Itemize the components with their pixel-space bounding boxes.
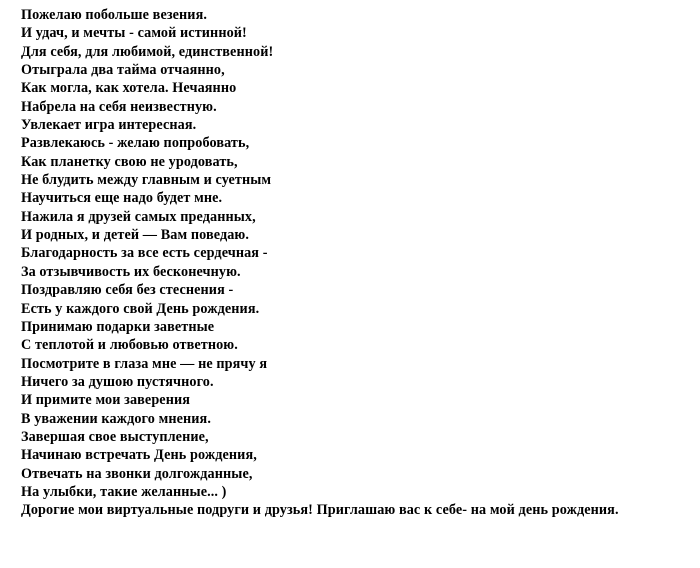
poem-line: Есть у каждого свой День рождения. [21,300,260,317]
poem-line: Посмотрите в глаза мне — не прячу я [21,355,268,372]
poem-line: Отыграла два тайма отчаянно, [21,62,225,79]
poem-line: С теплотой и любовью ответною. [21,337,238,354]
poem-line: В уважении каждого мнения. [21,410,211,427]
invitation-line: Дорогие мои виртуальные подруги и друзья! Приглашаю вас к себе- на мой день рождения. [21,502,619,519]
poem-line: Начинаю встречать День рождения, [21,447,257,464]
poem-line: Принимаю подарки заветные [21,318,215,335]
poem-line: Ничего за душою пустячного. [21,373,214,390]
poem-line: Нажила я друзей самых преданных, [21,208,256,225]
poem-line: Развлекаюсь - желаю попробовать, [21,135,250,152]
poem-line: Благодарность за все есть сердечная - [21,245,268,262]
poem-line: И примите мои заверения [21,392,191,409]
poem-line: Научиться еще надо будет мне. [21,190,223,207]
poem-line: Как планетку свою не уродовать, [21,153,238,170]
poem-line: И родных, и детей — Вам поведаю. [21,227,250,244]
poem-text [21,6,691,520]
poem-line: И удач, и мечты - самой истинной! [21,25,247,42]
poem-line: Для себя, для любимой, единственной! [21,43,274,60]
poem-line: Поздравляю себя без стеснения - [21,282,234,299]
poem-line: Не блудить между главным и суетным [21,172,272,189]
poem-line: Отвечать на звонки долгожданные, [21,465,253,482]
poem-line: На улыбки, такие желанные... ) [21,483,227,500]
poem-line: Увлекает игра интересная. [21,117,197,134]
poem-line: Как могла, как хотела. Нечаянно [21,80,237,97]
poem-line: Завершая свое выступление, [21,428,209,445]
poem-line: Пожелаю побольше везения. [21,7,208,23]
poem-line: За отзывчивость их бесконечную. [21,263,241,280]
poem-line: Набрела на себя неизвестную. [21,98,217,115]
